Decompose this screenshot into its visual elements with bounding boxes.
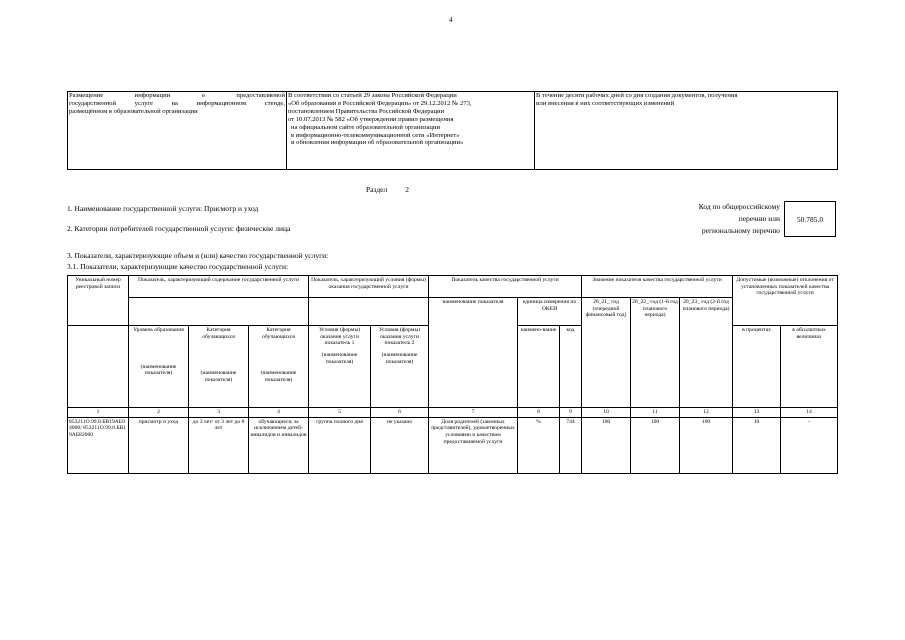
- info-method-cell: Размещение информации о предоставляемой государственной услуге на информационном стенде, размещённом в образовательной организации: [68, 92, 287, 170]
- header-year3: 20_23_ год (2-й год планового периода): [680, 298, 733, 408]
- column-numbers-row: 1 2 3 4 5 6 7 8 9 10 11 12 13 14: [68, 408, 838, 418]
- info-frequency-cell: В течение десяти рабочих дней со дня создания документов, получения или внесения в них соответствующих изменений: [535, 92, 838, 170]
- header-content: Показатель, характеризующий содержание государственной услуги: [129, 276, 309, 298]
- quality-indicators-table: [67, 275, 838, 474]
- section-heading: Раздел 2: [366, 185, 409, 194]
- col-unit-code: код: [560, 326, 582, 408]
- spacer: [129, 298, 309, 326]
- page-number: 4: [449, 16, 453, 24]
- table-row: 853211О.99.0.БВ19АБ94000/ 853211О.99.0.БВ19АБ82000 присмотр и уход до 3 лет/ от 3 лет до 8 лет обучающиеся, за исключением детей-инвалидов и инвалидов группа полного дня не указано Доля родителей (законных представителей), удовлетворенных условиями и качеством предоставляемой услуги % 744 100 100 100 10 -: [68, 417, 838, 473]
- header-indicator-name: наименование показателя: [429, 298, 518, 408]
- header-year1: 20_21_ год (очередной финансовый год): [582, 298, 631, 408]
- col-level: Уровень образования (наименование показателя): [129, 326, 189, 408]
- col-condition1: Условия (формы) оказания услуги показатель 1 (наименование показателя): [309, 326, 371, 408]
- header-value: Значение показателя качества государственной услуги: [582, 276, 733, 298]
- spacer: [309, 298, 429, 326]
- col-category1: Категория обучающихся (наименование показателя): [189, 326, 249, 408]
- indicators-title: 3. Показатели, характеризующие объем и (или) качество государственной услуги:: [67, 251, 329, 260]
- col-category2: Категория обучающихся (наименование показателя): [249, 326, 309, 408]
- code-label: Код по общероссийскому перечню или региональному перечню: [698, 202, 780, 235]
- info-content-cell: В соответствии со статьей 29 закона Российской Федерации «Об образовании в Российской Федерации» от 29.12.2012 № 273, постановлением Правительства Российской Федерации от 10.07.2013 № 582 «Об утверждении правил размещения на официальном сайте образовательной организации в информационно-телекоммуникационной сети «Интернет» и обновления информации об образовательной организации»: [287, 92, 535, 170]
- header-regnum: Уникальный номер реестровой записи: [68, 276, 129, 326]
- quality-title: 3.1. Показатели, характеризующие качество государственной услуги:: [67, 262, 289, 271]
- header-conditions: Показатель, характеризующий условия (формы) оказания государственной услуги: [309, 276, 429, 298]
- spacer: [68, 326, 129, 408]
- consumer-categories: 2. Категории потребителей государственной услуги: физические лица: [67, 224, 291, 233]
- info-placement-table: [67, 91, 838, 170]
- col-dev-abs: в абсолютных величинах: [781, 326, 838, 408]
- service-name: 1. Наименование государственной услуги: Присмотр и уход: [67, 204, 259, 213]
- col-condition2: Условия (формы) оказания услуги показатель 2 (наименование показателя): [371, 326, 429, 408]
- header-unit: единица измерения по ОКЕИ: [518, 298, 582, 326]
- header-quality: Показатель качества государственной услуги: [429, 276, 582, 298]
- header-year2: 20_22_ год (1-й год планового периода): [631, 298, 680, 408]
- header-deviation: Допустимые (возможные) отклонения от установленных показателей качества государственной услуги: [733, 276, 838, 326]
- code-value-box: 50.785.0: [784, 201, 836, 237]
- col-dev-pct: в процентах: [733, 326, 781, 408]
- col-unit-name: наимено-вание: [518, 326, 560, 408]
